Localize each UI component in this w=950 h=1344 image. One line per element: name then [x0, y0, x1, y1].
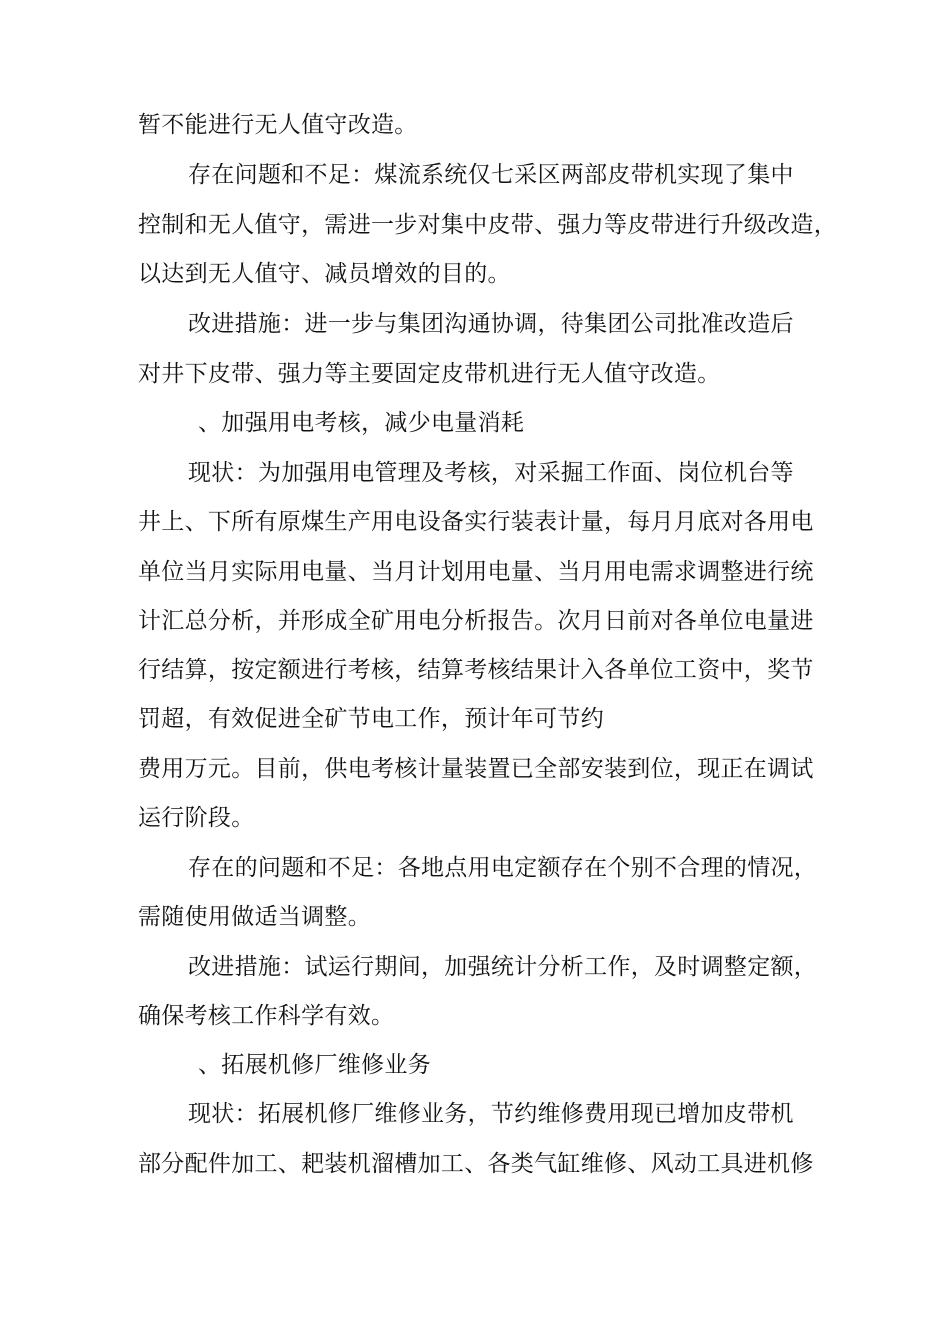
text-line: 计汇总分析，并形成全矿用电分析报告。次月日前对各单位电量进	[138, 608, 814, 634]
text-line: 需随使用做适当调整。	[138, 904, 371, 930]
text-line: 井上、下所有原煤生产用电设备实行装表计量，每月月底对各用电	[138, 509, 814, 535]
section-heading: 、拓展机修厂维修业务	[198, 1052, 431, 1078]
text-line: 暂不能进行无人值守改造。	[138, 112, 418, 138]
text-line: 以达到无人值守、减员增效的目的。	[138, 261, 511, 287]
text-line: 存在的问题和不足：各地点用电定额存在个别不合理的情况，	[188, 855, 818, 881]
text-line: 改进措施：进一步与集团沟通协调，待集团公司批准改造后	[188, 311, 794, 337]
text-line: 对井下皮带、强力等主要固定皮带机进行无人值守改造。	[138, 361, 721, 387]
text-line: 现状：拓展机修厂维修业务，节约维修费用现已增加皮带机	[188, 1101, 794, 1127]
section-heading: 、加强用电考核，减少电量消耗	[198, 410, 525, 436]
text-line: 控制和无人值守，需进一步对集中皮带、强力等皮带进行升级改造，	[138, 212, 837, 238]
text-line: 确保考核工作科学有效。	[138, 1003, 395, 1029]
text-line: 行结算，按定额进行考核，结算考核结果计入各单位工资中，奖节	[138, 657, 814, 683]
text-line: 罚超，有效促进全矿节电工作，预计年可节约	[138, 706, 604, 732]
text-line: 运行阶段。	[138, 805, 255, 831]
text-line: 改进措施：试运行期间，加强统计分析工作，及时调整定额，	[188, 954, 818, 980]
text-line: 存在问题和不足：煤流系统仅七采区两部皮带机实现了集中	[188, 162, 794, 188]
text-line: 费用万元。目前，供电考核计量装置已全部安装到位，现正在调试	[138, 756, 814, 782]
text-line: 部分配件加工、耙装机溜槽加工、各类气缸维修、风动工具进机修	[138, 1151, 814, 1177]
text-line: 现状：为加强用电管理及考核，对采掘工作面、岗位机台等	[188, 460, 794, 486]
text-line: 单位当月实际用电量、当月计划用电量、当月用电需求调整进行统	[138, 559, 814, 585]
